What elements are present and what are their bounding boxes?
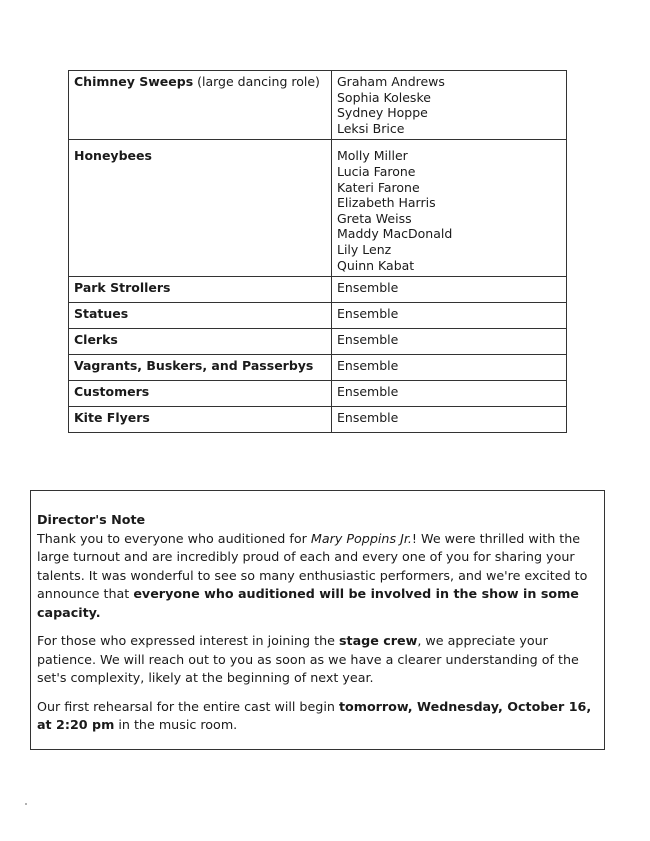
actor-name: Ensemble bbox=[337, 358, 399, 374]
actors-cell bbox=[332, 71, 567, 140]
role-cell bbox=[69, 381, 332, 407]
note-text: in the music room. bbox=[114, 717, 238, 732]
note-text: Thank you to everyone who auditioned for bbox=[37, 530, 311, 546]
actors-cell bbox=[332, 381, 567, 407]
actor-name: Kateri Farone bbox=[337, 179, 420, 195]
actor-name: Quinn Kabat bbox=[337, 257, 415, 273]
show-title: Mary Poppins Jr. bbox=[310, 530, 412, 546]
role-name: Honeybees bbox=[74, 148, 152, 164]
actor-name: Lucia Farone bbox=[337, 163, 416, 179]
table-row bbox=[69, 407, 567, 433]
directors-note-paragraph-2 bbox=[37, 632, 598, 688]
note-emphasis: stage crew bbox=[338, 633, 418, 648]
role-name: Vagrants, Buskers, and Passerbys bbox=[74, 358, 314, 374]
table-row bbox=[69, 355, 567, 381]
actors-cell bbox=[332, 303, 567, 329]
table-row bbox=[69, 277, 567, 303]
actors-cell bbox=[332, 140, 567, 277]
actor-name: Ensemble bbox=[337, 384, 399, 400]
role-name: Statues bbox=[74, 306, 129, 322]
actor-name: Lily Lenz bbox=[337, 241, 392, 257]
actor-name: Ensemble bbox=[337, 332, 399, 348]
table-row bbox=[69, 71, 567, 140]
actor-name: Leksi Brice bbox=[337, 120, 405, 136]
table-row bbox=[69, 381, 567, 407]
role-cell bbox=[69, 140, 332, 277]
directors-note-title: Director's Note bbox=[37, 512, 146, 527]
actor-name: Ensemble bbox=[337, 410, 399, 426]
note-text: ! We were thrilled with the large turnout and are incredibly proud of each and every one of you for sharing your talents. It was wonderful to see so many enthusiastic performers, and we're excited to announce that bbox=[37, 530, 588, 601]
scan-speck bbox=[25, 803, 27, 805]
actor-name: Elizabeth Harris bbox=[337, 195, 436, 211]
table-row bbox=[69, 329, 567, 355]
directors-note-paragraph-1 bbox=[37, 511, 598, 622]
role-name: Kite Flyers bbox=[74, 410, 150, 426]
actor-name: Greta Weiss bbox=[337, 210, 412, 226]
actor-name: Sophia Koleske bbox=[337, 89, 431, 105]
note-emphasis: tomorrow, Wednesday, October 16, at 2:20 pm bbox=[37, 698, 592, 732]
actor-name: Maddy MacDonald bbox=[337, 226, 453, 242]
role-cell bbox=[69, 329, 332, 355]
role-cell bbox=[69, 303, 332, 329]
role-note: (large dancing role) bbox=[193, 74, 320, 89]
role-cell bbox=[69, 71, 332, 140]
note-text: Our first rehearsal for the entire cast will begin bbox=[37, 698, 339, 714]
role-cell bbox=[69, 277, 332, 303]
actors-cell bbox=[332, 355, 567, 381]
table-row bbox=[69, 140, 567, 277]
actor-name: Graham Andrews bbox=[337, 74, 445, 89]
note-emphasis: everyone who auditioned will be involved in the show in some capacity. bbox=[37, 586, 579, 620]
role-cell bbox=[69, 355, 332, 381]
actor-name: Sydney Hoppe bbox=[337, 105, 428, 121]
directors-note-box bbox=[30, 490, 605, 750]
actor-name: Ensemble bbox=[337, 306, 399, 322]
directors-note-paragraph-3 bbox=[37, 698, 598, 735]
role-name: Chimney Sweeps bbox=[74, 74, 194, 89]
cast-table bbox=[68, 70, 567, 433]
note-text: , we appreciate your patience. We will reach out to you as soon as we have a clearer understanding of the set's complexity, likely at the beginning of next year. bbox=[37, 633, 579, 685]
actor-name: Ensemble bbox=[337, 280, 399, 296]
actors-cell bbox=[332, 329, 567, 355]
role-name: Clerks bbox=[74, 332, 118, 348]
table-row bbox=[69, 303, 567, 329]
role-cell bbox=[69, 407, 332, 433]
actors-cell bbox=[332, 407, 567, 433]
actor-name: Molly Miller bbox=[337, 148, 408, 164]
role-name: Park Strollers bbox=[74, 280, 171, 296]
actors-cell bbox=[332, 277, 567, 303]
note-text: For those who expressed interest in joining the bbox=[37, 633, 339, 648]
role-name: Customers bbox=[74, 384, 150, 400]
